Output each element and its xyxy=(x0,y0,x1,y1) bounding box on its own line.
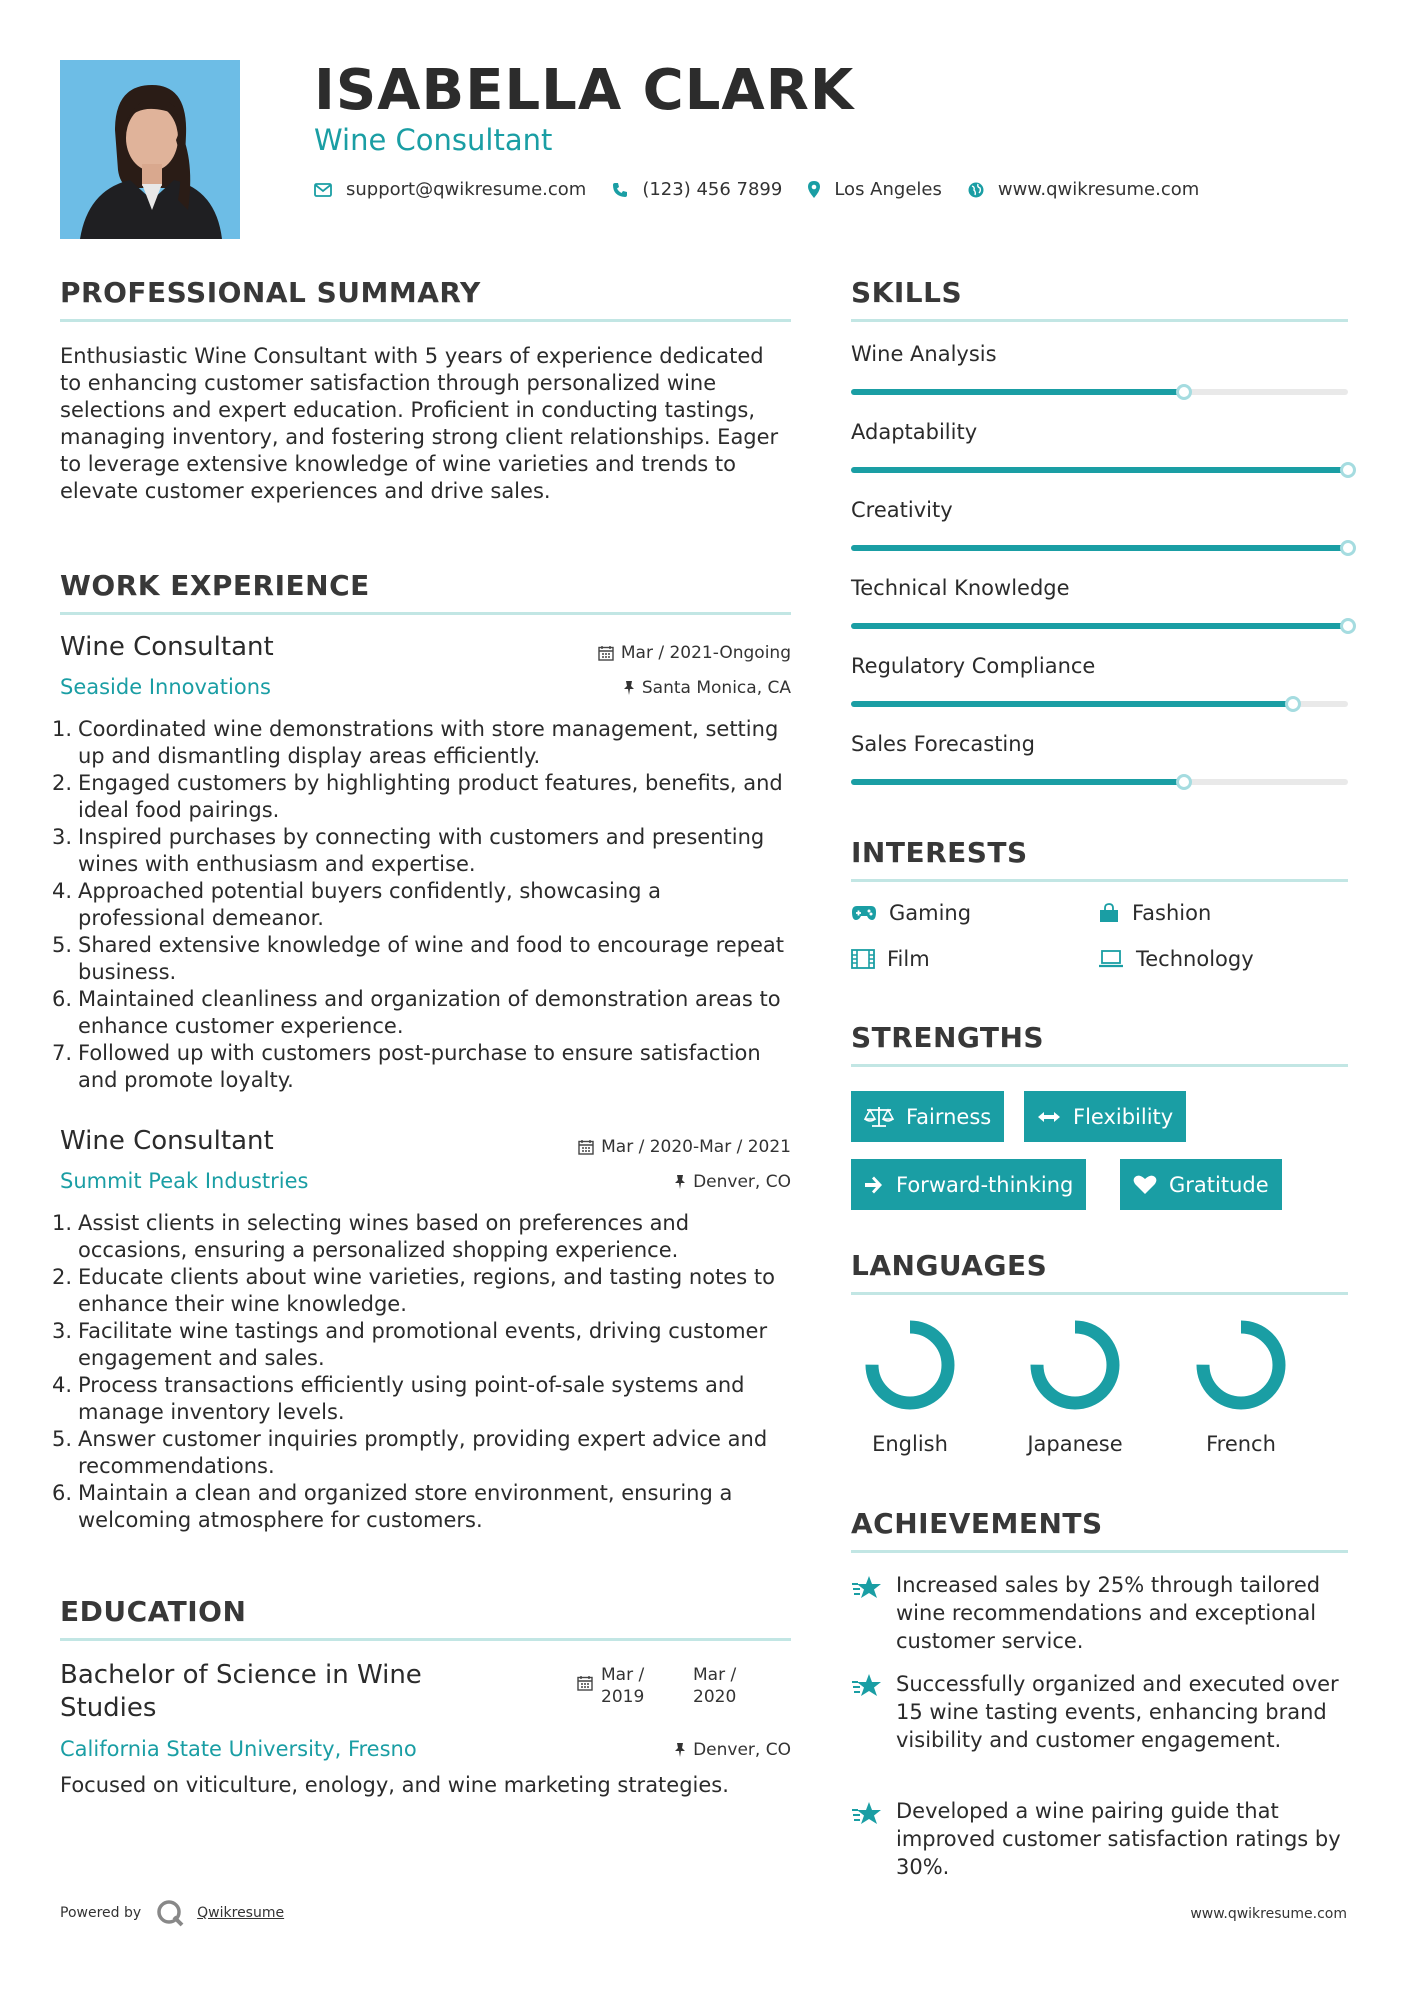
achievements-heading: ACHIEVEMENTS xyxy=(851,1507,1103,1540)
education-degree: Bachelor of Science in Wine Studies xyxy=(60,1660,422,1723)
strengths-rule xyxy=(851,1064,1348,1067)
job-location-text: Santa Monica, CA xyxy=(641,678,791,698)
skill-bar xyxy=(851,779,1348,785)
job-location xyxy=(674,1172,791,1192)
portrait-image xyxy=(60,60,240,239)
list-item: 1. Coordinated wine demonstrations with store management, setting up and dismantling display areas efficiently. xyxy=(52,717,779,768)
skill-bar xyxy=(851,545,1348,551)
list-item: 7. Followed up with customers post-purchase to ensure satisfaction and promote loyalty. xyxy=(52,1041,761,1092)
star-icon xyxy=(851,1575,883,1601)
education-dates xyxy=(577,1664,745,1708)
job-company: Summit Peak Industries xyxy=(60,1169,309,1193)
calendar-icon xyxy=(578,1139,594,1155)
skill-bar-fill xyxy=(851,779,1184,785)
skill-label: Adaptability xyxy=(851,420,978,444)
education-heading: EDUCATION xyxy=(60,1595,247,1628)
qwikresume-logo-icon xyxy=(155,1898,185,1928)
list-item: 5. Answer customer inquiries promptly, providing expert advice and recommendations. xyxy=(52,1427,768,1478)
star-icon xyxy=(851,1673,883,1699)
list-item: 1. Assist clients in selecting wines based on preferences and occasions, ensuring a personalized shopping experience. xyxy=(52,1211,690,1262)
skill-bar-knob xyxy=(1176,774,1192,790)
footer-url[interactable]: www.qwikresume.com xyxy=(1190,1906,1347,1922)
skill-bar-knob xyxy=(1340,462,1356,478)
summary-text: Enthusiastic Wine Consultant with 5 years of experience dedicated to enhancing customer satisfaction through personalized wine selections and expert education. Proficient in conducting tastings, managing inventory, and fostering strong client relationships. Eager to leverage extensive knowledge of wine varieties and trends to elevate customer experiences and drive sales. xyxy=(60,344,779,503)
job-dates-text: Mar / 2021-Ongoing xyxy=(620,643,791,663)
contact-row xyxy=(314,179,1225,200)
contact-email[interactable] xyxy=(314,179,586,200)
list-item: 4. Approached potential buyers confidently, showcasing a professional demeanor. xyxy=(52,879,662,930)
list-item: 3. Facilitate wine tastings and promotional events, driving customer engagement and sales. xyxy=(52,1319,768,1370)
calendar-icon xyxy=(598,645,614,661)
pin-icon xyxy=(623,680,635,696)
interests-heading: INTERESTS xyxy=(851,836,1028,869)
film-icon xyxy=(851,949,875,969)
laptop-icon xyxy=(1098,950,1124,968)
interest-item: Technology xyxy=(1098,947,1254,971)
qwikresume-link[interactable]: Qwikresume xyxy=(197,1905,285,1921)
strengths-heading: STRENGTHS xyxy=(851,1021,1045,1054)
list-item: 6. Maintain a clean and organized store environment, ensuring a welcoming atmosphere for customers. xyxy=(52,1481,733,1532)
skills-heading: SKILLS xyxy=(851,276,963,309)
job-dates-text: Mar / 2020-Mar / 2021 xyxy=(601,1137,791,1157)
list-item: 3. Inspired purchases by connecting with customers and presenting wines with enthusiasm and expertise. xyxy=(52,825,765,876)
education-rule xyxy=(60,1638,791,1641)
language-ring xyxy=(1024,1314,1126,1416)
interest-item: Fashion xyxy=(1098,901,1211,925)
skill-bar xyxy=(851,701,1348,707)
experience-heading: WORK EXPERIENCE xyxy=(60,569,370,602)
skill-label: Sales Forecasting xyxy=(851,732,1035,756)
languages-heading: LANGUAGES xyxy=(851,1249,1048,1282)
arrows-horizontal-icon xyxy=(1037,1110,1061,1124)
skill-label: Regulatory Compliance xyxy=(851,654,1096,678)
skill-bar-fill xyxy=(851,467,1348,473)
envelope-icon xyxy=(314,183,332,197)
summary-heading: PROFESSIONAL SUMMARY xyxy=(60,276,481,309)
star-icon xyxy=(851,1801,883,1827)
list-item: 6. Maintained cleanliness and organization of demonstration areas to enhance customer experience. xyxy=(52,987,781,1038)
skill-bar xyxy=(851,623,1348,629)
candidate-title: Wine Consultant xyxy=(314,123,553,157)
strength-chip: Fairness xyxy=(851,1091,1004,1142)
interest-item: Gaming xyxy=(851,901,971,925)
summary-rule xyxy=(60,319,791,322)
shopping-bag-icon xyxy=(1098,903,1120,923)
pin-icon xyxy=(674,1174,686,1190)
contact-phone[interactable] xyxy=(612,179,782,200)
skills-rule xyxy=(851,319,1348,322)
email-text: support@qwikresume.com xyxy=(346,179,587,200)
candidate-name: ISABELLA CLARK xyxy=(314,58,855,123)
strength-chip: Forward-thinking xyxy=(851,1159,1086,1210)
language-ring-arc xyxy=(1037,1327,1113,1403)
job-company: Seaside Innovations xyxy=(60,675,271,699)
calendar-icon xyxy=(577,1675,593,1691)
strength-chip: Gratitude xyxy=(1120,1159,1282,1210)
language-label: French xyxy=(1206,1432,1276,1456)
phone-icon xyxy=(612,182,628,198)
pin-icon xyxy=(674,1742,686,1758)
language-ring-arc xyxy=(872,1327,948,1403)
education-school: California State University, Fresno xyxy=(60,1737,417,1761)
achievement-item: Developed a wine pairing guide that improved customer satisfaction ratings by 30%. xyxy=(896,1799,1341,1879)
contact-location xyxy=(808,179,942,200)
education-description: Focused on viticulture, enology, and wine marketing strategies. xyxy=(60,1773,729,1797)
skill-bar-knob xyxy=(1285,696,1301,712)
gamepad-icon xyxy=(851,904,877,922)
education-start: Mar / 2019 xyxy=(601,1665,645,1707)
interests-rule xyxy=(851,879,1348,882)
education-location xyxy=(674,1740,791,1760)
job-title: Wine Consultant xyxy=(60,632,274,662)
footer-powered-by xyxy=(60,1898,284,1928)
skill-bar-knob xyxy=(1340,540,1356,556)
arrow-right-icon xyxy=(864,1176,884,1194)
job-dates xyxy=(578,1137,791,1157)
skill-bar-fill xyxy=(851,623,1348,629)
powered-by-text: Powered by xyxy=(60,1905,142,1921)
job-bullets xyxy=(52,1210,791,1534)
skill-bar xyxy=(851,389,1348,395)
phone-text: (123) 456 7899 xyxy=(642,179,783,200)
achievement-item: Successfully organized and executed over 15 wine tasting events, enhancing brand visibility and customer engagement. xyxy=(896,1672,1339,1752)
languages-rule xyxy=(851,1292,1348,1295)
interest-item: Film xyxy=(851,947,930,971)
skill-label: Wine Analysis xyxy=(851,342,997,366)
list-item: 5. Shared extensive knowledge of wine and food to encourage repeat business. xyxy=(52,933,785,984)
skill-label: Technical Knowledge xyxy=(851,576,1070,600)
profile-photo xyxy=(60,60,240,239)
achievements-rule xyxy=(851,1550,1348,1553)
location-text: Los Angeles xyxy=(834,179,942,200)
list-item: 2. Engaged customers by highlighting product features, benefits, and ideal food pairings. xyxy=(52,771,783,822)
education-end: Mar / 2020 xyxy=(693,1665,737,1707)
education-location-text: Denver, CO xyxy=(693,1740,791,1760)
language-ring xyxy=(1190,1314,1292,1416)
list-item: 4. Process transactions efficiently using point-of-sale systems and manage inventory levels. xyxy=(52,1373,745,1424)
skill-bar-fill xyxy=(851,545,1348,551)
globe-icon xyxy=(968,182,984,198)
skill-bar xyxy=(851,467,1348,473)
skill-bar-fill xyxy=(851,701,1293,707)
job-bullets xyxy=(52,716,791,1094)
language-label: Japanese xyxy=(1027,1432,1123,1456)
skill-bar-knob xyxy=(1176,384,1192,400)
website-text: www.qwikresume.com xyxy=(997,179,1200,200)
skill-bar-knob xyxy=(1340,618,1356,634)
language-label: English xyxy=(872,1432,948,1456)
experience-rule xyxy=(60,612,791,615)
language-ring-arc xyxy=(1203,1327,1279,1403)
map-pin-icon xyxy=(808,181,820,198)
contact-website[interactable] xyxy=(968,179,1199,200)
list-item: 2. Educate clients about wine varieties, regions, and tasting notes to enhance their wine knowledge. xyxy=(52,1265,775,1316)
job-location xyxy=(623,678,791,698)
job-title: Wine Consultant xyxy=(60,1126,274,1156)
strength-chip: Flexibility xyxy=(1024,1091,1186,1142)
balance-scale-icon xyxy=(864,1106,894,1128)
skill-label: Creativity xyxy=(851,498,953,522)
language-ring xyxy=(859,1314,961,1416)
heart-icon xyxy=(1133,1174,1157,1195)
job-dates xyxy=(598,643,791,663)
skill-bar-fill xyxy=(851,389,1184,395)
achievement-item: Increased sales by 25% through tailored wine recommendations and exceptional customer service. xyxy=(896,1573,1321,1653)
job-location-text: Denver, CO xyxy=(693,1172,791,1192)
